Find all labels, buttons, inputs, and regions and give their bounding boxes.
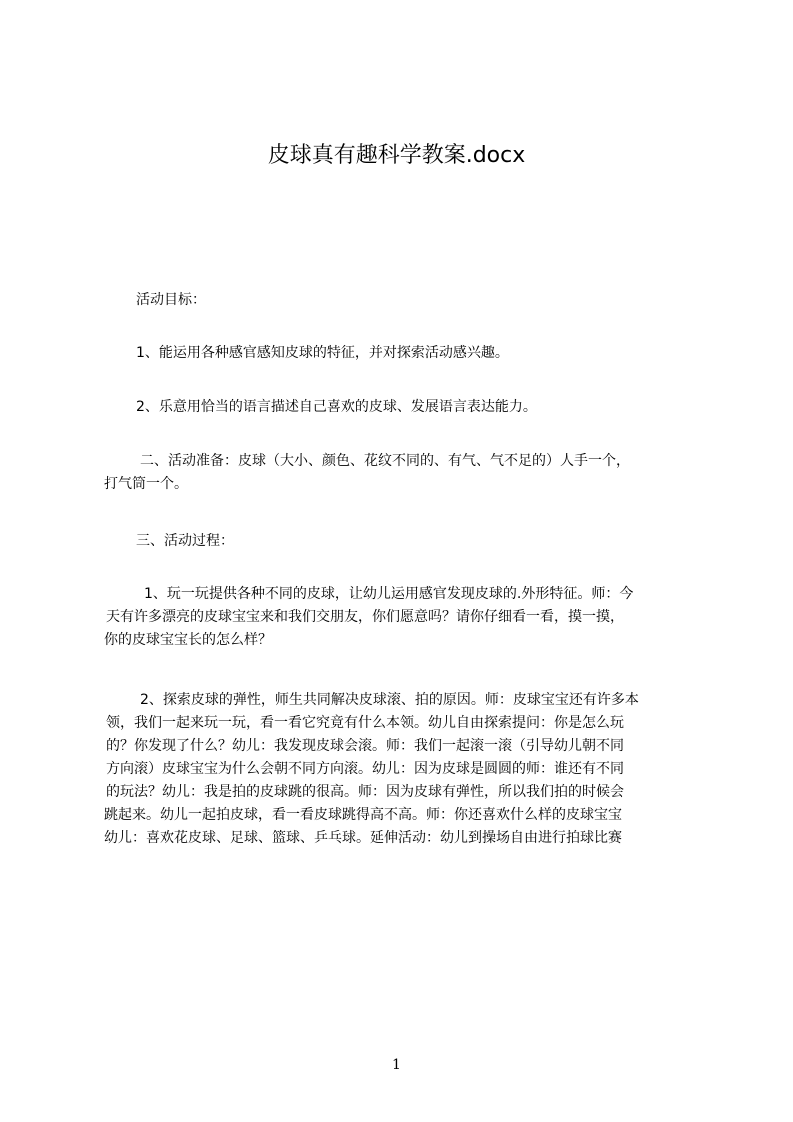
text-line: 天有许多漂亮的皮球宝宝来和我们交朋友，你们愿意吗？请你仔细看一看，摸一摸，	[106, 609, 624, 625]
text-line: 1、玩一玩提供各种不同的皮球，让幼儿运用感官发现皮球的.外形特征。师：今	[144, 586, 634, 602]
page-number: 1	[392, 1057, 401, 1073]
text-line: 跳起来。幼儿一起拍皮球，看一看皮球跳得高不高。师：你还喜欢什么样的皮球宝宝	[104, 807, 622, 823]
paragraph-objective-1	[104, 342, 694, 365]
paragraph-process-step-1	[104, 583, 694, 652]
text-line: 幼儿：喜欢花皮球、足球、篮球、乒乓球。延伸活动：幼儿到操场自由进行拍球比赛	[104, 830, 622, 846]
paragraph-process-step-2	[104, 689, 694, 850]
text-line: 方向滚）皮球宝宝为什么会朝不同方向滚。幼儿：因为皮球是圆圆的师：谁还有不同	[106, 761, 624, 777]
text-line: 你的皮球宝宝长的怎么样？	[104, 632, 272, 648]
paragraph-objectives-heading	[104, 289, 694, 312]
text-line: 的玩法？幼儿：我是拍的皮球跳的很高。师：因为皮球有弹性，所以我们拍的时候会	[106, 784, 624, 800]
text-line: 打气筒一个。	[104, 476, 188, 492]
paragraph-objective-2	[104, 396, 694, 419]
paragraph-preparation	[104, 450, 694, 496]
paragraph-process-heading	[104, 530, 694, 553]
document-title: 皮球真有趣科学教案.docx	[267, 143, 526, 168]
text-line: 1、能运用各种感官感知皮球的特征，并对探索活动感兴趣。	[136, 345, 509, 361]
text-line: 2、探索皮球的弹性，师生共同解决皮球滚、拍的原因。师：皮球宝宝还有许多本	[140, 692, 639, 708]
text-line: 活动目标：	[136, 292, 206, 308]
text-line: 二、活动准备：皮球（大小、颜色、花纹不同的、有气、气不足的）人手一个，	[140, 453, 630, 469]
text-line: 的？你发现了什么？幼儿：我发现皮球会滚。师：我们一起滚一滚（引导幼儿朝不同	[106, 738, 624, 754]
text-line: 领，我们一起来玩一玩，看一看它究竟有什么本领。幼儿自由探索提问：你是怎么玩	[106, 715, 624, 731]
text-line: 三、活动过程：	[136, 533, 234, 549]
text-line: 2、乐意用恰当的语言描述自己喜欢的皮球、发展语言表达能力。	[136, 399, 537, 415]
